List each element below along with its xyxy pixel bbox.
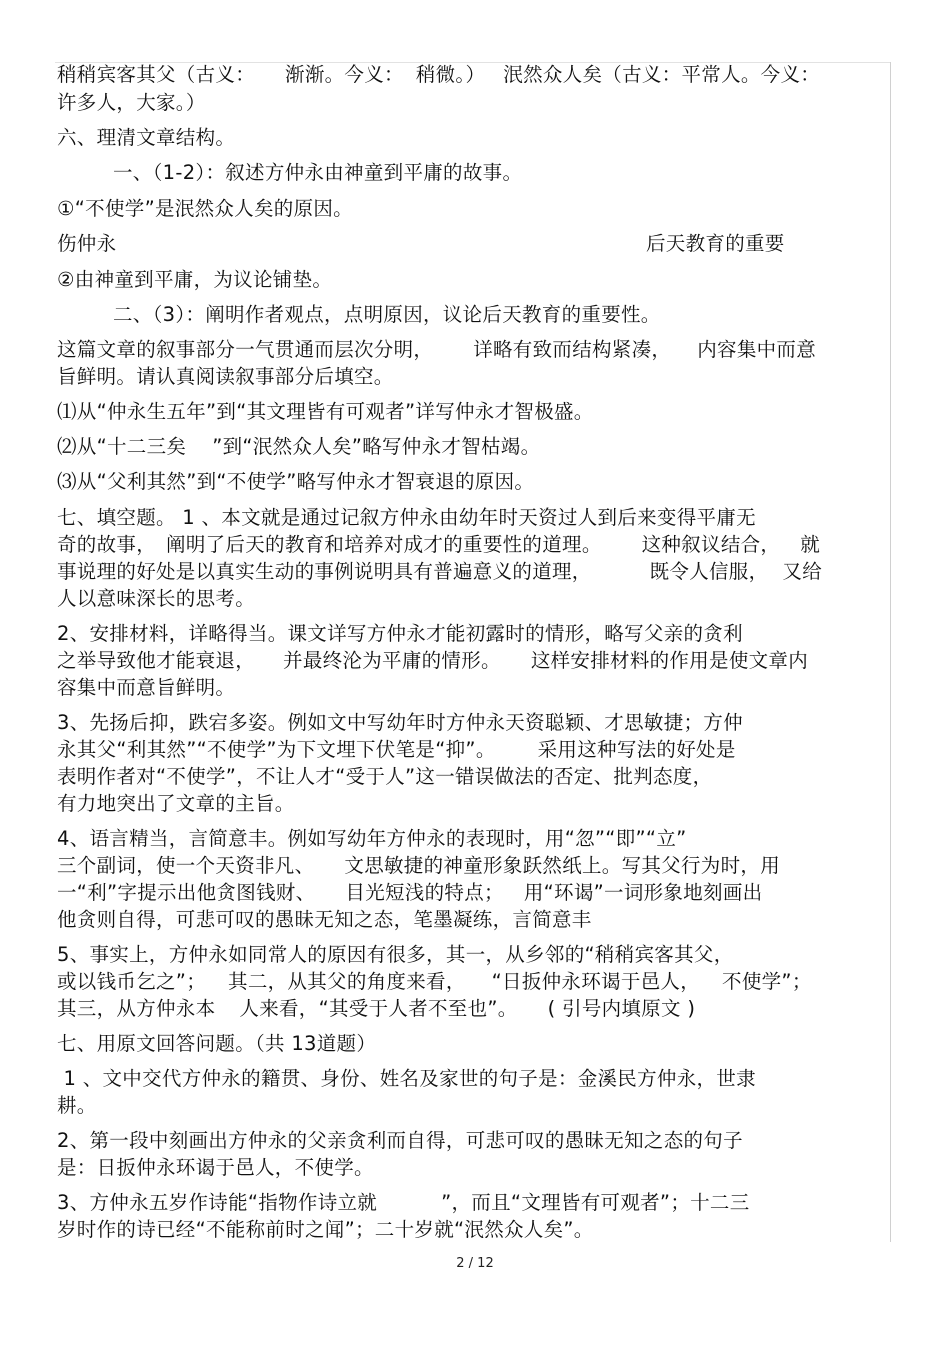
text-line: 3、先扬后抑，跌宕多姿。例如文中写幼年时方仲永天资聪颖、才思敏捷；方仲	[57, 711, 743, 734]
text-line: ②由神童到平庸，为议论铺垫。	[57, 268, 333, 291]
text-line: 耕。	[57, 1094, 97, 1117]
text-line: 后天教育的重要	[646, 232, 785, 255]
text-line: ⑶从“父利其然”到“不使学”略写仲永才智衰退的原因。	[57, 470, 535, 493]
text-line: 人以意味深长的思考。	[57, 587, 256, 610]
section-heading: 七、填空题。 1 、本文就是通过记叙方仲永由幼年时天资过人到后来变得平庸无	[57, 506, 756, 529]
text-line: 有力地突出了文章的主旨。	[57, 792, 295, 815]
text-line: ⑴从“仲永生五年”到“其文理皆有可观者”详写仲永才智极盛。	[57, 400, 594, 423]
text-line: 之举导致他才能衰退， 并最终沦为平庸的情形。 这样安排材料的作用是使文章内	[57, 649, 809, 672]
section-heading: 七、用原文回答问题。（共 13道题）	[57, 1032, 377, 1055]
text-line: 是：日扳仲永环谒于邑人，不使学。	[57, 1156, 374, 1179]
text-line: 三个副词，使一个天资非凡、 文思敏捷的神童形象跃然纸上。写其父行为时，用	[57, 854, 781, 877]
text-line: 其三，从方仲永本 人来看，“其受于人者不至也”。 ( 引号内填原文 )	[57, 997, 696, 1020]
section-heading: 六、理清文章结构。	[57, 126, 236, 149]
text-line: 事说理的好处是以真实生动的事例说明具有普遍意义的道理， 既令人信服， 又给	[57, 560, 823, 583]
text-line: ①“不使学”是泯然众人矣的原因。	[57, 197, 353, 220]
text-line: 稍稍宾客其父（古义： 渐渐。今义： 稍微。） 泯然众人矣（古义：平常人。今义：	[57, 63, 821, 86]
text-line: 5、事实上，方仲永如同常人的原因有很多，其一，从乡邻的“稍稍宾客其父，	[57, 943, 734, 966]
text-line: 4、语言精当，言简意丰。例如写幼年方仲永的表现时，用“忽”“即”“立”	[57, 827, 687, 850]
text-line: 旨鲜明。请认真阅读叙事部分后填空。	[57, 365, 394, 388]
text-line: 或以钱币乞之”； 其二，从其父的角度来看， “日扳仲永环谒于邑人， 不使学”；	[57, 970, 812, 993]
text-line: 伤仲永	[57, 232, 117, 255]
text-line: 这篇文章的叙事部分一气贯通而层次分明， 详略有致而结构紧凑， 内容集中而意	[57, 338, 817, 361]
text-line: 一、（1-2）：叙述方仲永由神童到平庸的故事。	[113, 161, 523, 184]
text-line: 容集中而意旨鲜明。	[57, 676, 236, 699]
text-line: 2、安排材料，详略得当。课文详写方仲永才能初露时的情形，略写父亲的贪利	[57, 622, 743, 645]
text-line: 3、方仲永五岁作诗能“指物作诗立就 ”，而且“文理皆有可观者”；十二三	[57, 1191, 750, 1214]
text-line: 一“利”字提示出他贪图钱财、 目光短浅的特点； 用“环谒”一词形象地刻画出	[57, 881, 763, 904]
text-line: 永其父“利其然”“不使学”为下文埋下伏笔是“抑”。 采用这种写法的好处是	[57, 738, 736, 761]
text-line: 表明作者对“不使学”，不让人才“受于人”这一错误做法的否定、批判态度，	[57, 765, 713, 788]
text-line: 他贪则自得，可悲可叹的愚昧无知之态，笔墨凝练，言简意丰	[57, 908, 592, 931]
text-line: 1 、文中交代方仲永的籍贯、身份、姓名及家世的句子是：金溪民方仲永，世隶	[57, 1067, 756, 1090]
page-border-right	[890, 62, 891, 1242]
page-number: 2 / 12	[456, 1256, 494, 1271]
text-line: 岁时作的诗已经“不能称前时之闻”；二十岁就“泯然众人矣”。	[57, 1218, 594, 1241]
text-line: 许多人，大家。）	[57, 91, 206, 114]
text-line: 奇的故事， 阐明了后天的教育和培养对成才的重要性的道理。 这种叙议结合， 就	[57, 533, 821, 556]
text-line: 二、（3）：阐明作者观点，点明原因，议论后天教育的重要性。	[113, 303, 661, 326]
text-line: ⑵从“十二三矣 ”到“泯然众人矣”略写仲永才智枯竭。	[57, 435, 541, 458]
text-line: 2、第一段中刻画出方仲永的父亲贪利而自得，可悲可叹的愚昧无知之态的句子	[57, 1129, 743, 1152]
